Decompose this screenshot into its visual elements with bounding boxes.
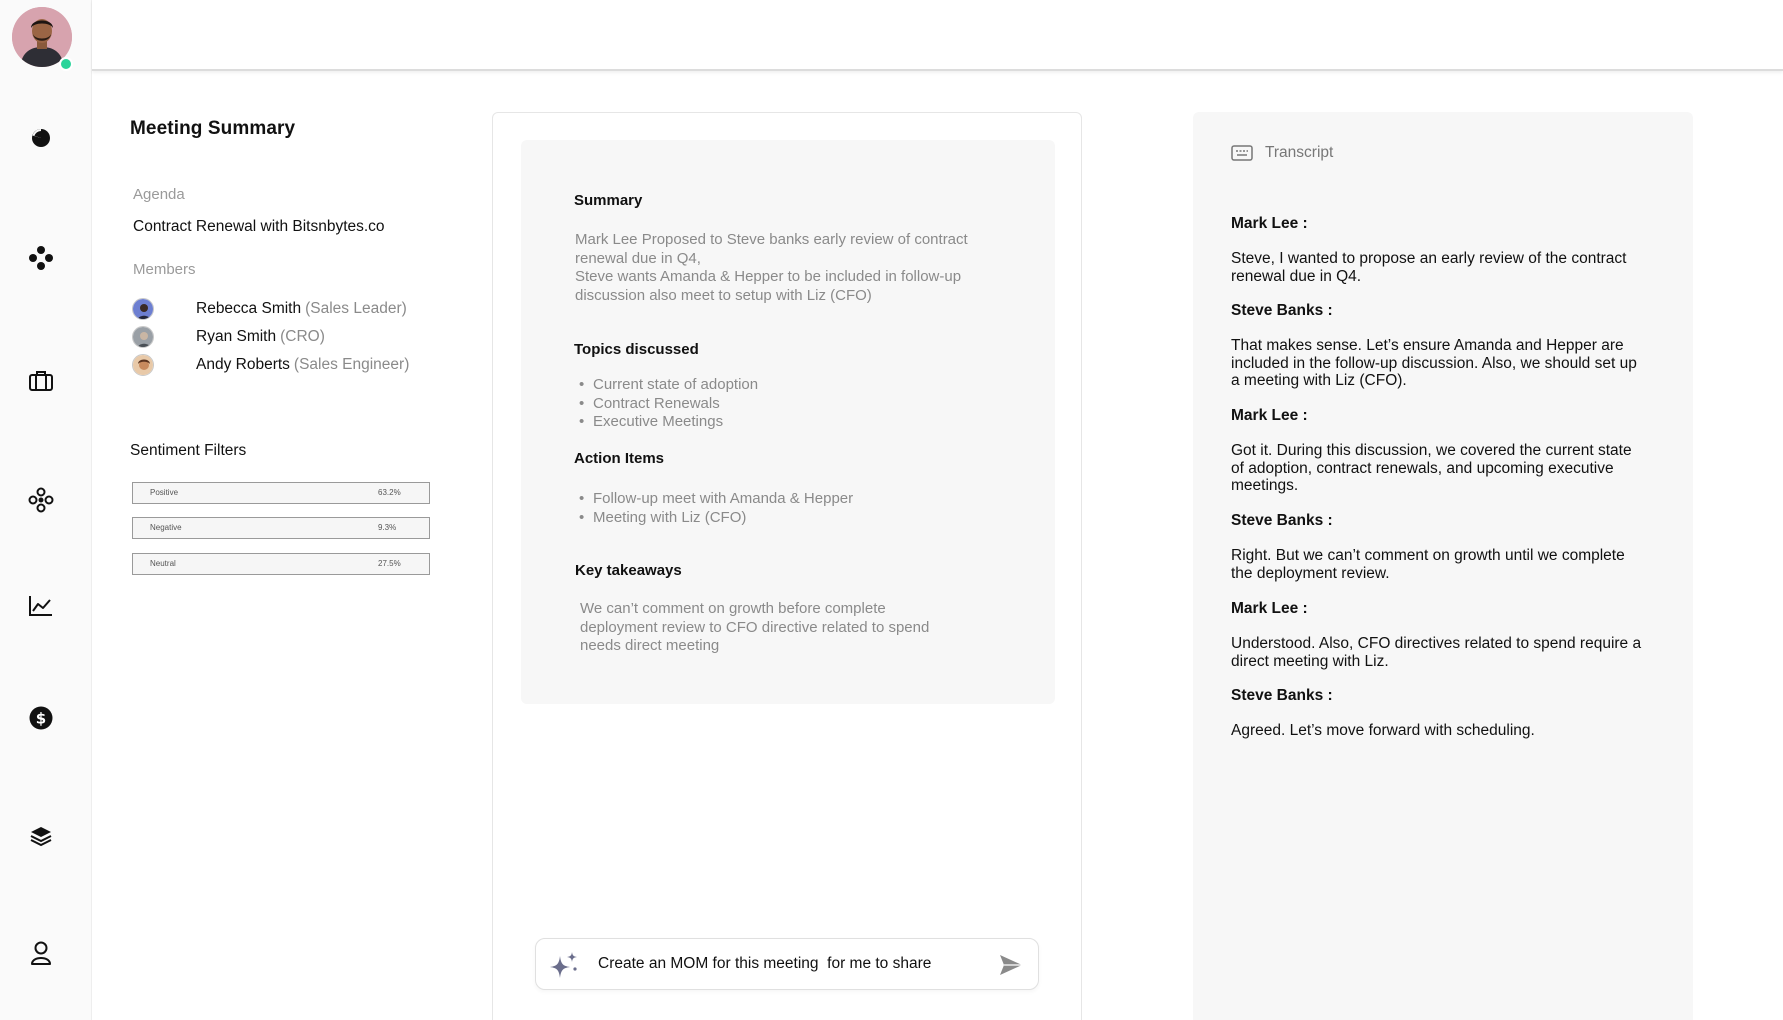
- sparkle-icon: [548, 950, 580, 980]
- transcript-line: Got it. During this discussion, we covered the current state: [1231, 442, 1632, 459]
- transcript-line: Right. But we can’t comment on growth until we complete: [1231, 547, 1625, 564]
- sentiment-filter-label: Negative: [150, 523, 182, 532]
- key-takeaways-text: [580, 600, 929, 656]
- sentiment-filter-positive[interactable]: [132, 482, 430, 504]
- member-name: Ryan Smith: [196, 328, 277, 345]
- topic-item: • Contract Renewals: [579, 395, 758, 414]
- prompt-input[interactable]: [598, 953, 988, 975]
- transcript-line: a meeting with Liz (CFO).: [1231, 372, 1407, 389]
- transcript-message: [1231, 337, 1661, 390]
- member-avatar: [132, 326, 154, 348]
- summary-heading: Summary: [574, 192, 643, 209]
- transcript-line: Agreed. Let’s move forward with scheduling.: [1231, 722, 1535, 739]
- agenda-label: Agenda: [133, 186, 185, 203]
- sentiment-filter-value: 27.5%: [378, 559, 401, 568]
- transcript-speaker: Steve Banks :: [1231, 302, 1333, 319]
- member-name: Andy Roberts: [196, 356, 290, 373]
- left-nav-rail: [0, 0, 92, 1020]
- member-role: (CRO): [280, 328, 325, 345]
- member-item[interactable]: [132, 297, 407, 321]
- topic-item: • Current state of adoption: [579, 376, 758, 395]
- send-icon[interactable]: [998, 953, 1024, 977]
- ai-prompt-bar: [535, 938, 1039, 990]
- line-chart-icon[interactable]: [26, 591, 56, 621]
- topic-item: • Executive Meetings: [579, 413, 758, 432]
- action-item: • Meeting with Liz (CFO): [579, 509, 853, 528]
- sentiment-filter-value: 9.3%: [378, 523, 397, 532]
- sentiment-filter-label: Positive: [150, 488, 179, 497]
- keyboard-icon: [1231, 144, 1253, 162]
- summary-line: Mark Lee Proposed to Steve banks early review of contract: [575, 231, 968, 248]
- layers-icon[interactable]: [26, 821, 56, 851]
- transcript-panel: [1193, 112, 1693, 1020]
- summary-box: [521, 140, 1055, 704]
- sentiment-filter-neutral[interactable]: [132, 553, 430, 575]
- summary-line: Steve wants Amanda & Hepper to be included in follow-up: [575, 268, 962, 286]
- member-name: Rebecca Smith: [196, 300, 302, 317]
- network-icon[interactable]: [26, 485, 56, 515]
- member-item[interactable]: [132, 353, 409, 377]
- ai-summary-card: [492, 112, 1082, 1020]
- transcript-line: direct meeting with Liz.: [1231, 652, 1389, 670]
- svg-text:$: $: [35, 709, 47, 728]
- transcript-message: [1231, 635, 1661, 670]
- transcript-speaker: Steve Banks :: [1231, 512, 1333, 529]
- action-items-heading: Action Items: [574, 450, 665, 467]
- key-takeaways-heading: Key takeaways: [575, 562, 682, 579]
- dots-cluster-icon[interactable]: [26, 243, 56, 273]
- summary-line: renewal due in Q4,: [575, 249, 701, 267]
- user-icon[interactable]: [26, 938, 56, 968]
- sentiment-filter-label: Neutral: [150, 559, 176, 568]
- sentiment-filters-title: Sentiment Filters: [130, 442, 247, 459]
- transcript-line: included in the follow-up discussion. Also, we should set up: [1231, 354, 1637, 372]
- takeaway-line: needs direct meeting: [580, 637, 720, 655]
- transcript-line: of adoption, contract renewals, and upcoming executive: [1231, 459, 1614, 477]
- transcript-line: the deployment review.: [1231, 564, 1390, 582]
- transcript-line: renewal due in Q4.: [1231, 267, 1362, 285]
- topics-heading: Topics discussed: [574, 341, 699, 358]
- action-item: • Follow-up meet with Amanda & Hepper: [579, 490, 853, 509]
- transcript-line: That makes sense. Let’s ensure Amanda and Hepper are: [1231, 337, 1624, 354]
- takeaway-line: deployment review to CFO directive related to spend: [580, 618, 930, 636]
- transcript-header: [1231, 144, 1333, 162]
- sentiment-filter-value: 63.2%: [378, 488, 401, 497]
- member-item[interactable]: [132, 325, 325, 349]
- topics-list: [579, 376, 758, 432]
- member-role: (Sales Engineer): [293, 356, 410, 373]
- takeaway-line: We can’t comment on growth before complete: [580, 600, 886, 617]
- summary-text: [575, 231, 968, 305]
- transcript-line: Understood. Also, CFO directives related to spend require a: [1231, 635, 1642, 652]
- transcript-message: [1231, 442, 1661, 495]
- summary-line: discussion also meet to setup with Liz (CFO): [575, 286, 872, 304]
- transcript-message: [1231, 722, 1661, 740]
- action-items-list: [579, 490, 853, 527]
- transcript-line: meetings.: [1231, 477, 1299, 494]
- transcript-message: [1231, 250, 1661, 285]
- page-title: Meeting Summary: [130, 118, 296, 139]
- member-role: (Sales Leader): [305, 300, 407, 317]
- transcript-speaker: Mark Lee :: [1231, 600, 1308, 617]
- transcript-message: [1231, 547, 1661, 582]
- transcript-speaker: Mark Lee :: [1231, 407, 1308, 424]
- transcript-speaker: Mark Lee :: [1231, 215, 1308, 232]
- member-avatar: [132, 354, 154, 376]
- briefcase-icon[interactable]: [26, 366, 56, 396]
- members-label: Members: [133, 261, 196, 278]
- online-status-dot: [59, 57, 73, 71]
- dollar-icon[interactable]: [26, 703, 56, 733]
- pie-chart-icon[interactable]: [26, 123, 56, 153]
- transcript-line: Steve, I wanted to propose an early review of the contract: [1231, 250, 1627, 267]
- transcript-title: Transcript: [1265, 144, 1334, 161]
- transcript-speaker: Steve Banks :: [1231, 687, 1333, 704]
- member-avatar: [132, 298, 154, 320]
- meeting-details-panel: [130, 118, 450, 568]
- agenda-value: Contract Renewal with Bitsnbytes.co: [133, 218, 385, 235]
- sentiment-filter-negative[interactable]: [132, 517, 430, 539]
- top-bar: [92, 0, 1783, 71]
